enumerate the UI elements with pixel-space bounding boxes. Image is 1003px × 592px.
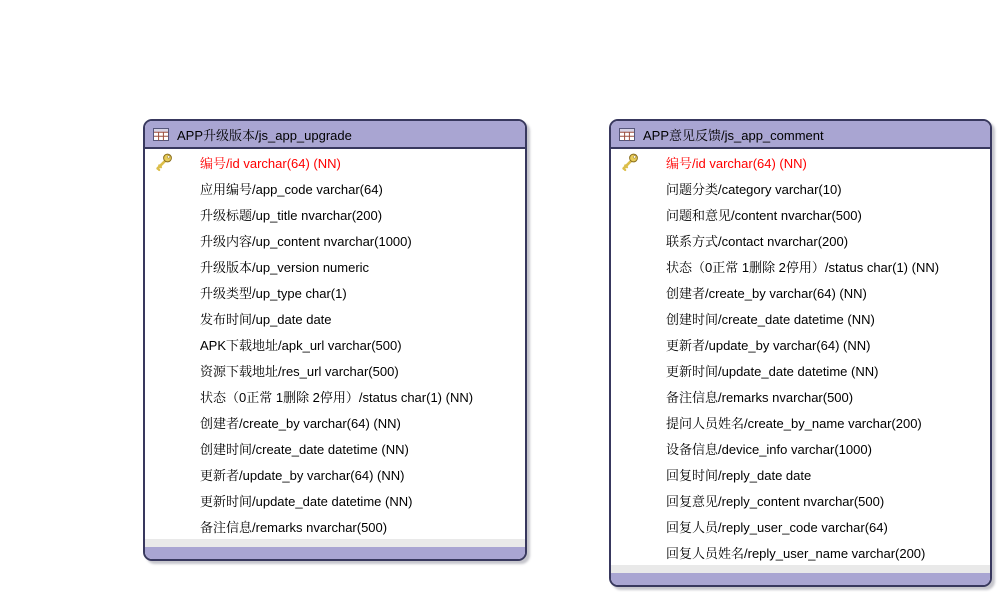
column-definition: 更新时间/update_date datetime (NN) <box>666 363 879 379</box>
entity-header[interactable] <box>611 121 990 149</box>
column-row[interactable] <box>145 357 525 383</box>
primary-key-icon <box>620 152 666 172</box>
column-row[interactable] <box>611 357 990 383</box>
entity-footer-strip <box>611 565 990 573</box>
entity-js-app-comment[interactable] <box>609 119 992 587</box>
column-definition: 应用编号/app_code varchar(64) <box>200 181 383 197</box>
column-row[interactable] <box>145 201 525 227</box>
entity-js-app-upgrade[interactable] <box>143 119 527 561</box>
entity-title: APP意见反馈/js_app_comment <box>643 127 824 143</box>
column-definition: 问题和意见/content nvarchar(500) <box>666 207 862 223</box>
column-definition: 资源下载地址/res_url varchar(500) <box>200 363 399 379</box>
column-definition: 更新者/update_by varchar(64) (NN) <box>666 337 871 353</box>
column-row[interactable] <box>611 513 990 539</box>
column-definition: 回复人员/reply_user_code varchar(64) <box>666 519 888 535</box>
column-definition: 更新者/update_by varchar(64) (NN) <box>200 467 405 483</box>
column-row[interactable] <box>145 227 525 253</box>
table-icon <box>619 128 635 141</box>
column-row[interactable] <box>611 539 990 565</box>
column-definition: 回复意见/reply_content nvarchar(500) <box>666 493 885 509</box>
column-definition: 编号/id varchar(64) (NN) <box>666 155 807 171</box>
column-definition: 备注信息/remarks nvarchar(500) <box>666 389 854 405</box>
column-row[interactable] <box>611 279 990 305</box>
column-row[interactable] <box>611 383 990 409</box>
column-definition: 回复时间/reply_date date <box>666 467 812 483</box>
entity-columns-list <box>145 149 525 539</box>
column-row[interactable] <box>611 435 990 461</box>
column-definition: 发布时间/up_date date <box>200 311 332 327</box>
column-row[interactable] <box>611 305 990 331</box>
column-row[interactable] <box>145 461 525 487</box>
column-definition: 升级类型/up_type char(1) <box>200 285 347 301</box>
column-definition: 提问人员姓名/create_by_name varchar(200) <box>666 415 922 431</box>
column-definition: APK下载地址/apk_url varchar(500) <box>200 337 402 353</box>
column-row[interactable] <box>145 513 525 539</box>
column-definition: 升级标题/up_title nvarchar(200) <box>200 207 383 223</box>
entity-footer-bar <box>611 573 990 585</box>
column-definition: 升级内容/up_content nvarchar(1000) <box>200 233 412 249</box>
column-row[interactable] <box>145 305 525 331</box>
column-definition: 设备信息/device_info varchar(1000) <box>666 441 872 457</box>
column-row[interactable] <box>611 409 990 435</box>
entity-header[interactable] <box>145 121 525 149</box>
column-row[interactable] <box>145 149 525 175</box>
entity-footer-bar <box>145 547 525 559</box>
column-row[interactable] <box>145 409 525 435</box>
column-definition: 编号/id varchar(64) (NN) <box>200 155 341 171</box>
column-definition: 联系方式/contact nvarchar(200) <box>666 233 849 249</box>
column-row[interactable] <box>145 175 525 201</box>
column-row[interactable] <box>611 201 990 227</box>
table-icon <box>153 128 169 141</box>
column-definition: 备注信息/remarks nvarchar(500) <box>200 519 388 535</box>
column-definition: 创建者/create_by varchar(64) (NN) <box>200 415 401 431</box>
entity-title: APP升级版本/js_app_upgrade <box>177 127 352 143</box>
entity-columns-list <box>611 149 990 565</box>
column-definition: 更新时间/update_date datetime (NN) <box>200 493 413 509</box>
column-row[interactable] <box>611 175 990 201</box>
column-row[interactable] <box>145 383 525 409</box>
column-row[interactable] <box>611 227 990 253</box>
column-definition: 创建者/create_by varchar(64) (NN) <box>666 285 867 301</box>
column-row[interactable] <box>145 279 525 305</box>
entity-footer-strip <box>145 539 525 547</box>
column-row[interactable] <box>145 435 525 461</box>
column-definition: 创建时间/create_date datetime (NN) <box>666 311 875 327</box>
column-definition: 回复人员姓名/reply_user_name varchar(200) <box>666 545 926 561</box>
primary-key-icon <box>154 152 200 172</box>
column-row[interactable] <box>611 253 990 279</box>
column-definition: 状态（0正常 1删除 2停用）/status char(1) (NN) <box>200 389 474 405</box>
column-row[interactable] <box>611 487 990 513</box>
column-definition: 升级版本/up_version numeric <box>200 259 370 275</box>
column-definition: 创建时间/create_date datetime (NN) <box>200 441 409 457</box>
column-definition: 问题分类/category varchar(10) <box>666 181 842 197</box>
column-row[interactable] <box>145 331 525 357</box>
column-row[interactable] <box>611 149 990 175</box>
column-row[interactable] <box>145 253 525 279</box>
column-row[interactable] <box>611 331 990 357</box>
column-row[interactable] <box>611 461 990 487</box>
column-definition: 状态（0正常 1删除 2停用）/status char(1) (NN) <box>666 259 940 275</box>
column-row[interactable] <box>145 487 525 513</box>
